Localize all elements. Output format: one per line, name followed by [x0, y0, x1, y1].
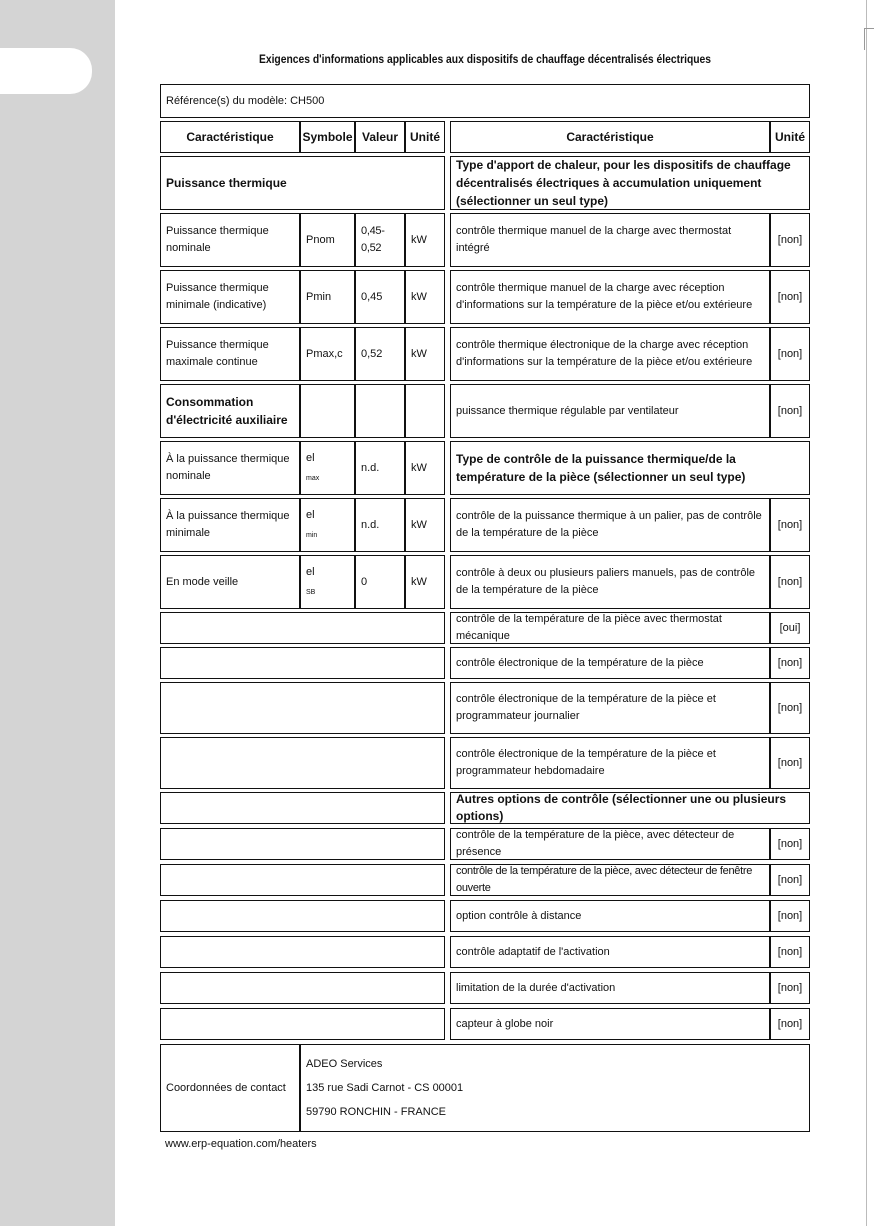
right-row-unit: [non] [770, 1008, 810, 1040]
left-row-label: À la puissance thermique nominale [160, 441, 300, 495]
left-row-symbol [300, 498, 355, 552]
empty-left-cell [160, 1008, 445, 1040]
empty-left-cell [160, 682, 445, 734]
footer-url[interactable]: www.erp-equation.com/heaters [165, 1138, 317, 1150]
empty-left-cell [160, 900, 445, 932]
right-row-unit: [non] [770, 327, 810, 381]
left-row-symbol [300, 555, 355, 609]
right-row-unit: [non] [770, 270, 810, 324]
section-puissance-thermique: Puissance thermique [160, 156, 445, 210]
symbol-sub: min [306, 531, 318, 539]
left-row-unit: kW [405, 213, 445, 267]
right-row-unit: [non] [770, 213, 810, 267]
empty-left-cell [160, 828, 445, 860]
model-reference: Référence(s) du modèle: CH500 [160, 84, 810, 118]
crop-mark [864, 28, 874, 50]
right-row-label: contrôle électronique de la température de la pièce [450, 647, 770, 679]
empty-left-cell [160, 647, 445, 679]
right-row-label: contrôle de la température de la pièce, avec détecteur de fenêtre ouverte [450, 864, 770, 896]
contact-line: 59790 RONCHIN - FRANCE [306, 1106, 446, 1118]
empty-left-cell [160, 936, 445, 968]
header-caracteristique-right: Caractéristique [450, 121, 770, 153]
left-row-value: 0,45 [355, 270, 405, 324]
header-caracteristique-left: Caractéristique [160, 121, 300, 153]
contact-label: Coordonnées de contact [160, 1044, 300, 1132]
left-row-value: n.d. [355, 498, 405, 552]
left-row-symbol [300, 441, 355, 495]
left-row-unit: kW [405, 555, 445, 609]
right-row-label: contrôle de la température de la pièce avec thermostat mécanique [450, 612, 770, 644]
left-row-label: Puissance thermique minimale (indicative) [160, 270, 300, 324]
header-unite-right: Unité [770, 121, 810, 153]
right-row-unit: [non] [770, 682, 810, 734]
page-tab [0, 48, 92, 94]
header-symbole: Symbole [300, 121, 355, 153]
right-row-unit: [non] [770, 647, 810, 679]
right-row-unit: [non] [770, 828, 810, 860]
section-autres-options: Autres options de contrôle (sélectionner une ou plusieurs options) [450, 792, 810, 824]
right-row-label: option contrôle à distance [450, 900, 770, 932]
contact-details [300, 1044, 810, 1132]
empty-left-cell [160, 612, 445, 644]
empty-left-cell [160, 864, 445, 896]
right-row-unit: [non] [770, 737, 810, 789]
symbol-base: el [306, 565, 315, 578]
left-row-unit: kW [405, 441, 445, 495]
right-row-label: capteur à globe noir [450, 1008, 770, 1040]
right-row-label: limitation de la durée d'activation [450, 972, 770, 1004]
left-row-label: Puissance thermique maximale continue [160, 327, 300, 381]
left-row-label: Puissance thermique nominale [160, 213, 300, 267]
left-row-symbol: Pmax,c [300, 327, 355, 381]
empty-left-cell [160, 737, 445, 789]
contact-line: ADEO Services [306, 1058, 383, 1070]
left-row-unit: kW [405, 270, 445, 324]
right-row-label: contrôle thermique électronique de la charge avec réception d'informations sur la température de la pièce et/ou extérieure [450, 327, 770, 381]
right-row-label: contrôle thermique manuel de la charge avec réception d'informations sur la température de la pièce et/ou extérieure [450, 270, 770, 324]
left-row-label: À la puissance thermique minimale [160, 498, 300, 552]
left-row-value: 0,45-0,52 [355, 213, 405, 267]
right-row-label: puissance thermique régulable par ventilateur [450, 384, 770, 438]
right-row-unit: [non] [770, 498, 810, 552]
section-type-apport-chaleur: Type d'apport de chaleur, pour les dispositifs de chauffage décentralisés électriques à accumulation uniquement (sélectionner un seul type) [450, 156, 810, 210]
document-title: Exigences d'informations applicables aux dispositifs de chauffage décentralisés électriques [258, 52, 712, 66]
symbol-sub: SB [306, 588, 316, 596]
right-row-unit: [non] [770, 864, 810, 896]
section-consommation-auxiliaire: Consommation d'électricité auxiliaire [160, 384, 300, 438]
empty-left-cell [160, 972, 445, 1004]
symbol-base: el [306, 508, 315, 521]
right-row-label: contrôle à deux ou plusieurs paliers manuels, pas de contrôle de la température de la pièce [450, 555, 770, 609]
empty-cell [300, 384, 355, 438]
left-row-value: 0 [355, 555, 405, 609]
symbol-base: el [306, 451, 315, 464]
left-row-label: En mode veille [160, 555, 300, 609]
right-row-label: contrôle électronique de la température de la pièce et programmateur hebdomadaire [450, 737, 770, 789]
right-row-label: contrôle de la puissance thermique à un palier, pas de contrôle de la température de la pièce [450, 498, 770, 552]
right-row-label: contrôle adaptatif de l'activation [450, 936, 770, 968]
right-row-unit: [oui] [770, 612, 810, 644]
left-row-symbol: Pnom [300, 213, 355, 267]
page-margin-strip [0, 0, 115, 1226]
empty-left-cell [160, 792, 445, 824]
empty-cell [355, 384, 405, 438]
right-row-label: contrôle thermique manuel de la charge avec thermostat intégré [450, 213, 770, 267]
left-row-unit: kW [405, 327, 445, 381]
left-row-symbol: Pmin [300, 270, 355, 324]
left-row-value: n.d. [355, 441, 405, 495]
right-row-unit: [non] [770, 384, 810, 438]
right-row-label: contrôle électronique de la température de la pièce et programmateur journalier [450, 682, 770, 734]
left-row-unit: kW [405, 498, 445, 552]
right-row-unit: [non] [770, 936, 810, 968]
header-valeur: Valeur [355, 121, 405, 153]
right-row-label: contrôle de la température de la pièce, avec détecteur de présence [450, 828, 770, 860]
page-edge [866, 0, 874, 1226]
right-row-unit: [non] [770, 900, 810, 932]
symbol-sub: max [306, 474, 320, 482]
section-type-controle: Type de contrôle de la puissance thermique/de la température de la pièce (sélectionner un seul type) [450, 441, 810, 495]
right-row-unit: [non] [770, 555, 810, 609]
contact-line: 135 rue Sadi Carnot - CS 00001 [306, 1082, 464, 1094]
left-row-value: 0,52 [355, 327, 405, 381]
right-row-unit: [non] [770, 972, 810, 1004]
header-unite-left: Unité [405, 121, 445, 153]
empty-cell [405, 384, 445, 438]
